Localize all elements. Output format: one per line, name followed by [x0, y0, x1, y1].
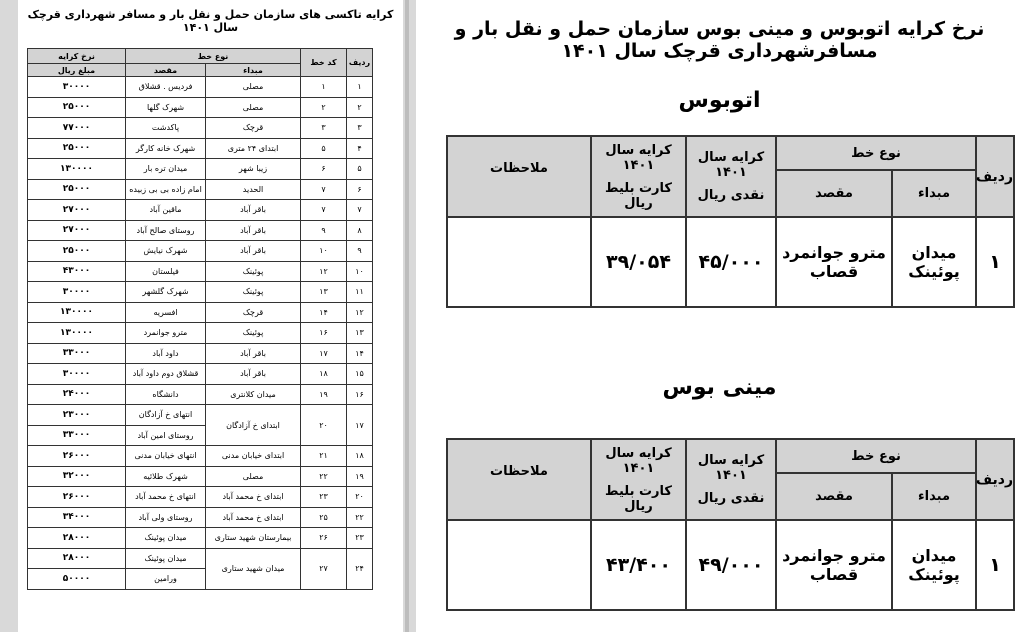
taxi-fare: ۲۵۰۰۰	[28, 138, 126, 159]
taxi-line-code: ۹	[301, 220, 347, 241]
minibus-section-title: مینی بوس	[662, 375, 777, 400]
taxi-row-number: ۳	[347, 118, 373, 139]
taxi-line-code: ۱۳	[301, 282, 347, 303]
table-row	[28, 261, 373, 282]
table-row	[28, 159, 373, 180]
taxi-row-number: ۲۴	[347, 548, 373, 589]
taxi-origin: باقر آباد	[206, 343, 301, 364]
taxi-origin: پوئینک	[206, 323, 301, 344]
taxi-line-code: ۲	[301, 97, 347, 118]
taxi-origin: مصلی	[206, 77, 301, 98]
table-row	[28, 179, 373, 200]
taxi-destination: فردیس . قشلاق	[126, 77, 206, 98]
table-row	[28, 343, 373, 364]
taxi-fare: ۵۰۰۰۰	[28, 569, 126, 590]
header-line-code: کد خط	[301, 49, 347, 77]
page-divider	[405, 0, 409, 632]
taxi-destination: فیلستان	[126, 261, 206, 282]
taxi-line-code: ۱۰	[301, 241, 347, 262]
bus-header-notes: ملاحظات	[447, 136, 591, 217]
minibus-fare-table	[446, 438, 1015, 611]
taxi-origin: میدان شهید ستاری	[206, 548, 301, 589]
bus-header-card	[591, 136, 686, 217]
minibus-header-card-line1: کرایه سال ۱۴۰۱	[605, 445, 672, 476]
bus-fare-table	[446, 135, 1015, 308]
taxi-origin: باقر آباد	[206, 200, 301, 221]
taxi-fare: ۲۶۰۰۰	[28, 446, 126, 467]
taxi-destination: روستای صالح آباد	[126, 220, 206, 241]
taxi-row-number: ۱۲	[347, 302, 373, 323]
bus-section-title: اتوبوس	[678, 88, 761, 113]
taxi-table-body	[28, 77, 373, 590]
table-row	[28, 548, 373, 569]
minibus-row-notes	[447, 520, 591, 610]
taxi-fare: ۳۳۰۰۰	[28, 425, 126, 446]
taxi-destination: شهرک گلشهر	[126, 282, 206, 303]
taxi-line-code: ۲۲	[301, 466, 347, 487]
taxi-line-code: ۷	[301, 179, 347, 200]
taxi-destination: شهرک گلها	[126, 97, 206, 118]
taxi-fare: ۲۳۰۰۰	[28, 405, 126, 426]
bus-page-title: نرخ کرایه اتوبوس و مینی بوس سازمان حمل و نقل بار و مسافرشهرداری قرچک سال ۱۴۰۱	[454, 18, 985, 62]
taxi-line-code: ۱	[301, 77, 347, 98]
header-destination: مقصد	[126, 64, 206, 77]
taxi-destination: مترو جوانمرد	[126, 323, 206, 344]
taxi-destination: میدان تره بار	[126, 159, 206, 180]
taxi-origin: مصلی	[206, 97, 301, 118]
taxi-row-number: ۵	[347, 159, 373, 180]
header-line-type: نوع خط	[126, 49, 301, 64]
taxi-fare: ۳۲۰۰۰	[28, 466, 126, 487]
taxi-line-code: ۱۹	[301, 384, 347, 405]
taxi-row-number: ۴	[347, 138, 373, 159]
taxi-fare: ۲۷۰۰۰	[28, 200, 126, 221]
header-origin: مبداء	[206, 64, 301, 77]
taxi-origin: الحدید	[206, 179, 301, 200]
taxi-origin: قرچک	[206, 118, 301, 139]
table-row	[28, 405, 373, 426]
table-row	[28, 77, 373, 98]
taxi-table-title: کرایه تاکسی های سازمان حمل و نقل بار و مسافر شهرداری قرچک سال ۱۴۰۱	[27, 8, 394, 34]
taxi-row-number: ۱۸	[347, 446, 373, 467]
taxi-destination: شهرک خانه کارگر	[126, 138, 206, 159]
taxi-destination: ورامین	[126, 569, 206, 590]
minibus-row-origin: میدان پوئینک	[892, 520, 976, 610]
minibus-row-cash: ۴۹/۰۰۰	[686, 520, 776, 610]
taxi-line-code: ۱۲	[301, 261, 347, 282]
table-row	[28, 446, 373, 467]
minibus-row-destination: مترو جوانمرد قصاب	[776, 520, 892, 610]
taxi-row-number: ۲	[347, 97, 373, 118]
taxi-line-code: ۲۱	[301, 446, 347, 467]
taxi-fare: ۴۳۰۰۰	[28, 261, 126, 282]
bus-row-number: ۱	[976, 217, 1014, 307]
minibus-header-cash-line2: نقدی ریال	[697, 491, 765, 506]
minibus-header-cash-line1: کرایه سال ۱۴۰۱	[697, 453, 765, 483]
taxi-fare: ۳۰۰۰۰	[28, 77, 126, 98]
taxi-line-code: ۷	[301, 200, 347, 221]
bus-header-cash	[686, 136, 776, 217]
minibus-header-line-type: نوع خط	[776, 439, 976, 473]
taxi-origin: ابتدای خیابان مدنی	[206, 446, 301, 467]
taxi-destination: قشلاق دوم داود آباد	[126, 364, 206, 385]
minibus-header-row: ردیف	[976, 439, 1014, 520]
taxi-origin: باقر آباد	[206, 364, 301, 385]
bus-row-cash: ۴۵/۰۰۰	[686, 217, 776, 307]
taxi-fare: ۲۷۰۰۰	[28, 220, 126, 241]
taxi-row-number: ۱۱	[347, 282, 373, 303]
taxi-origin: ابتدای خ آزادگان	[206, 405, 301, 446]
taxi-origin: باقر آباد	[206, 241, 301, 262]
taxi-row-number: ۷	[347, 200, 373, 221]
taxi-origin: زیبا شهر	[206, 159, 301, 180]
taxi-fare: ۲۵۰۰۰	[28, 241, 126, 262]
taxi-row-number: ۱۶	[347, 384, 373, 405]
taxi-fare: ۱۳۰۰۰۰	[28, 159, 126, 180]
bus-row-card: ۳۹/۰۵۴	[591, 217, 686, 307]
taxi-line-code: ۲۷	[301, 548, 347, 589]
table-row	[447, 217, 1014, 307]
header-fare-rate: نرخ کرایه	[28, 49, 126, 64]
bus-row-origin: میدان پوئینک	[892, 217, 976, 307]
taxi-row-number: ۱	[347, 77, 373, 98]
table-row	[28, 282, 373, 303]
taxi-origin: مصلی	[206, 466, 301, 487]
bus-row-destination: مترو جوانمرد قصاب	[776, 217, 892, 307]
taxi-destination: روستای امین آباد	[126, 425, 206, 446]
taxi-fare: ۲۶۰۰۰	[28, 487, 126, 508]
bus-header-line-type: نوع خط	[776, 136, 976, 170]
taxi-fare: ۲۴۰۰۰	[28, 384, 126, 405]
taxi-row-number: ۸	[347, 220, 373, 241]
bus-header-card-line1: کرایه سال ۱۴۰۱	[605, 142, 672, 173]
taxi-line-code: ۳	[301, 118, 347, 139]
taxi-row-number: ۱۳	[347, 323, 373, 344]
taxi-row-number: ۱۵	[347, 364, 373, 385]
taxi-line-code: ۲۳	[301, 487, 347, 508]
minibus-header-origin: مبداء	[892, 473, 976, 520]
bus-row-notes	[447, 217, 591, 307]
taxi-row-number: ۲۳	[347, 528, 373, 549]
taxi-origin: میدان کلانتری	[206, 384, 301, 405]
taxi-origin: ابتدای خ محمد آباد	[206, 507, 301, 528]
table-row	[28, 487, 373, 508]
minibus-header-card-line2: کارت بلیط ریال	[605, 483, 672, 514]
taxi-fare: ۳۰۰۰۰	[28, 282, 126, 303]
table-row	[28, 118, 373, 139]
taxi-line-code: ۵	[301, 138, 347, 159]
taxi-fare-page	[18, 0, 403, 632]
minibus-row-number: ۱	[976, 520, 1014, 610]
taxi-line-code: ۲۶	[301, 528, 347, 549]
taxi-line-code: ۱۶	[301, 323, 347, 344]
bus-header-cash-line1: کرایه سال ۱۴۰۱	[697, 150, 765, 180]
taxi-line-code: ۱۸	[301, 364, 347, 385]
taxi-origin: باقر آباد	[206, 220, 301, 241]
table-row	[28, 323, 373, 344]
bus-header-destination: مقصد	[776, 170, 892, 217]
taxi-destination: میدان پوئینک	[126, 528, 206, 549]
minibus-header-notes: ملاحظات	[447, 439, 591, 520]
taxi-row-number: ۶	[347, 179, 373, 200]
table-row	[28, 200, 373, 221]
bus-header-row: ردیف	[976, 136, 1014, 217]
taxi-fare: ۳۳۰۰۰	[28, 343, 126, 364]
bus-header-origin: مبداء	[892, 170, 976, 217]
table-row	[28, 466, 373, 487]
taxi-row-number: ۱۴	[347, 343, 373, 364]
taxi-fare: ۲۵۰۰۰	[28, 179, 126, 200]
bus-header-card-line2: کارت بلیط ریال	[605, 180, 672, 211]
taxi-destination: افسریه	[126, 302, 206, 323]
bus-header-cash-line2: نقدی ریال	[697, 188, 765, 203]
taxi-fare: ۱۳۰۰۰۰	[28, 302, 126, 323]
taxi-row-number: ۹	[347, 241, 373, 262]
taxi-row-number: ۱۰	[347, 261, 373, 282]
taxi-fare: ۲۸۰۰۰	[28, 548, 126, 569]
taxi-fare: ۷۷۰۰۰	[28, 118, 126, 139]
taxi-origin: پوئینک	[206, 282, 301, 303]
minibus-header-card	[591, 439, 686, 520]
table-row	[28, 507, 373, 528]
minibus-row-card: ۴۳/۴۰۰	[591, 520, 686, 610]
taxi-destination: انتهای خیابان مدنی	[126, 446, 206, 467]
taxi-destination: دانشگاه	[126, 384, 206, 405]
taxi-destination: روستای ولی آباد	[126, 507, 206, 528]
taxi-origin: بیمارستان شهید ستاری	[206, 528, 301, 549]
taxi-fare: ۳۰۰۰۰	[28, 364, 126, 385]
taxi-fare: ۲۵۰۰۰	[28, 97, 126, 118]
header-row-number: ردیف	[347, 49, 373, 77]
bus-fare-page	[416, 0, 1023, 632]
taxi-row-number: ۲۰	[347, 487, 373, 508]
taxi-line-code: ۶	[301, 159, 347, 180]
taxi-line-code: ۲۵	[301, 507, 347, 528]
taxi-destination: شهرک طلائیه	[126, 466, 206, 487]
taxi-destination: انتهای خ محمد آباد	[126, 487, 206, 508]
taxi-row-number: ۱۷	[347, 405, 373, 446]
table-row	[28, 384, 373, 405]
taxi-fare: ۳۴۰۰۰	[28, 507, 126, 528]
table-row	[28, 97, 373, 118]
taxi-destination: داود آباد	[126, 343, 206, 364]
taxi-destination: انتهای خ آزادگان	[126, 405, 206, 426]
taxi-destination: شهرک نیایش	[126, 241, 206, 262]
table-row	[28, 364, 373, 385]
taxi-fare-table	[27, 48, 373, 590]
table-row	[28, 302, 373, 323]
taxi-line-code: ۱۷	[301, 343, 347, 364]
minibus-header-destination: مقصد	[776, 473, 892, 520]
taxi-origin: ابتدای خ محمد آباد	[206, 487, 301, 508]
taxi-origin: قرچک	[206, 302, 301, 323]
taxi-destination: پاکدشت	[126, 118, 206, 139]
taxi-origin: ابتدای ۲۴ متری	[206, 138, 301, 159]
header-amount: مبلغ ریال	[28, 64, 126, 77]
taxi-row-number: ۱۹	[347, 466, 373, 487]
table-row	[28, 528, 373, 549]
taxi-row-number: ۲۲	[347, 507, 373, 528]
table-row	[28, 220, 373, 241]
table-row	[28, 138, 373, 159]
table-row	[447, 520, 1014, 610]
table-row	[28, 241, 373, 262]
taxi-destination: امام زاده بی بی زبیده	[126, 179, 206, 200]
minibus-header-cash	[686, 439, 776, 520]
taxi-fare: ۲۸۰۰۰	[28, 528, 126, 549]
taxi-origin: پوئینک	[206, 261, 301, 282]
taxi-destination: ماقین آباد	[126, 200, 206, 221]
taxi-line-code: ۲۰	[301, 405, 347, 446]
taxi-destination: میدان پوئینک	[126, 548, 206, 569]
taxi-line-code: ۱۴	[301, 302, 347, 323]
taxi-fare: ۱۳۰۰۰۰	[28, 323, 126, 344]
